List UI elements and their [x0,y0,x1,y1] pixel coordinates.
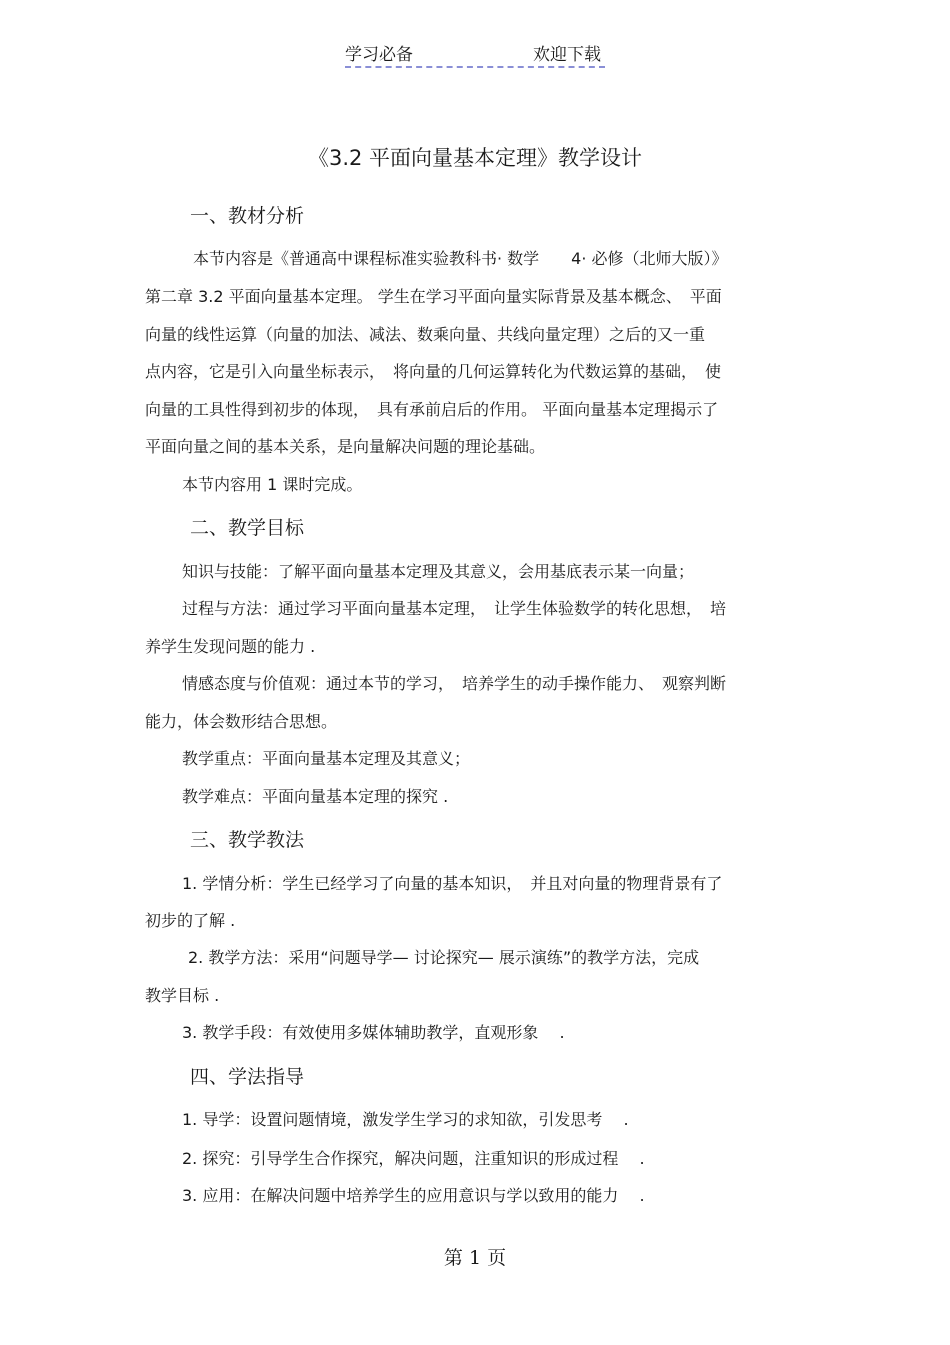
paragraph-line: 平面向量之间的基本关系，是向量解决问题的理论基础。 [145,437,546,456]
page-number: 第 1 页 [443,1247,507,1269]
header-left-text: 学习必备 [345,45,413,65]
paragraph-line: 知识与技能：了解平面向量基本定理及其意义，会用基底表示某一向量； [182,562,695,581]
section-heading-2: 二、教学目标 [190,517,305,539]
paragraph-line: 教学重点：平面向量基本定理及其意义； [182,749,471,768]
paragraph-line: 本节内容用 1 课时完成。 [182,475,363,494]
paragraph-line: 教学难点：平面向量基本定理的探究 . [182,787,449,806]
paragraph-line: 2. 教学方法：采用“问题导学— 讨论探究— 展示演练”的教学方法，完成 [188,948,700,967]
paragraph-line: 向量的线性运算（向量的加法、减法、数乘向量、共线向量定理）之后的又一重 [145,325,706,344]
paragraph-line: 1. 导学：设置问题情境，激发学生学习的求知欲，引发思考 . [182,1110,629,1129]
page-header [345,40,605,68]
paragraph-line: 向量的工具性得到初步的体现， 具有承前启后的作用。 平面向量基本定理揭示了 [145,400,719,419]
paragraph-line: 2. 探究：引导学生合作探究，解决问题，注重知识的形成过程 . [182,1149,645,1168]
paragraph-line: 初步的了解 . [145,911,236,930]
paragraph-line: 教学目标 . [145,986,220,1005]
paragraph-line: 3. 教学手段：有效使用多媒体辅助教学，直观形象 . [182,1023,565,1042]
paragraph-line: 第二章 3.2 平面向量基本定理。 学生在学习平面向量实际背景及基本概念、 平面 [145,287,722,306]
paragraph-line: 过程与方法：通过学习平面向量基本定理， 让学生体验数学的转化思想， 培 [182,599,727,618]
section-heading-1: 一、教材分析 [190,205,305,227]
section-heading-3: 三、教学教法 [190,829,305,851]
paragraph-line: 本节内容是《普通高中课程标准实验教科书· 数学 4· 必修（北师大版）》 [193,249,728,268]
paragraph-line: 点内容，它是引入向量坐标表示， 将向量的几何运算转化为代数运算的基础， 使 [145,362,722,381]
paragraph-line: 3. 应用：在解决问题中培养学生的应用意识与学以致用的能力 . [182,1186,645,1205]
paragraph-line: 养学生发现问题的能力 . [145,637,316,656]
section-heading-4: 四、学法指导 [190,1066,305,1088]
paragraph-line: 1. 学情分析：学生已经学习了向量的基本知识， 并且对向量的物理背景有了 [182,874,723,893]
document-title: 《3.2 平面向量基本定理》教学设计 [307,146,643,170]
paragraph-line: 能力，体会数形结合思想。 [145,712,338,731]
header-right-text: 欢迎下载 [533,45,601,65]
paragraph-line: 情感态度与价值观：通过本节的学习， 培养学生的动手操作能力、 观察判断 [182,674,727,693]
